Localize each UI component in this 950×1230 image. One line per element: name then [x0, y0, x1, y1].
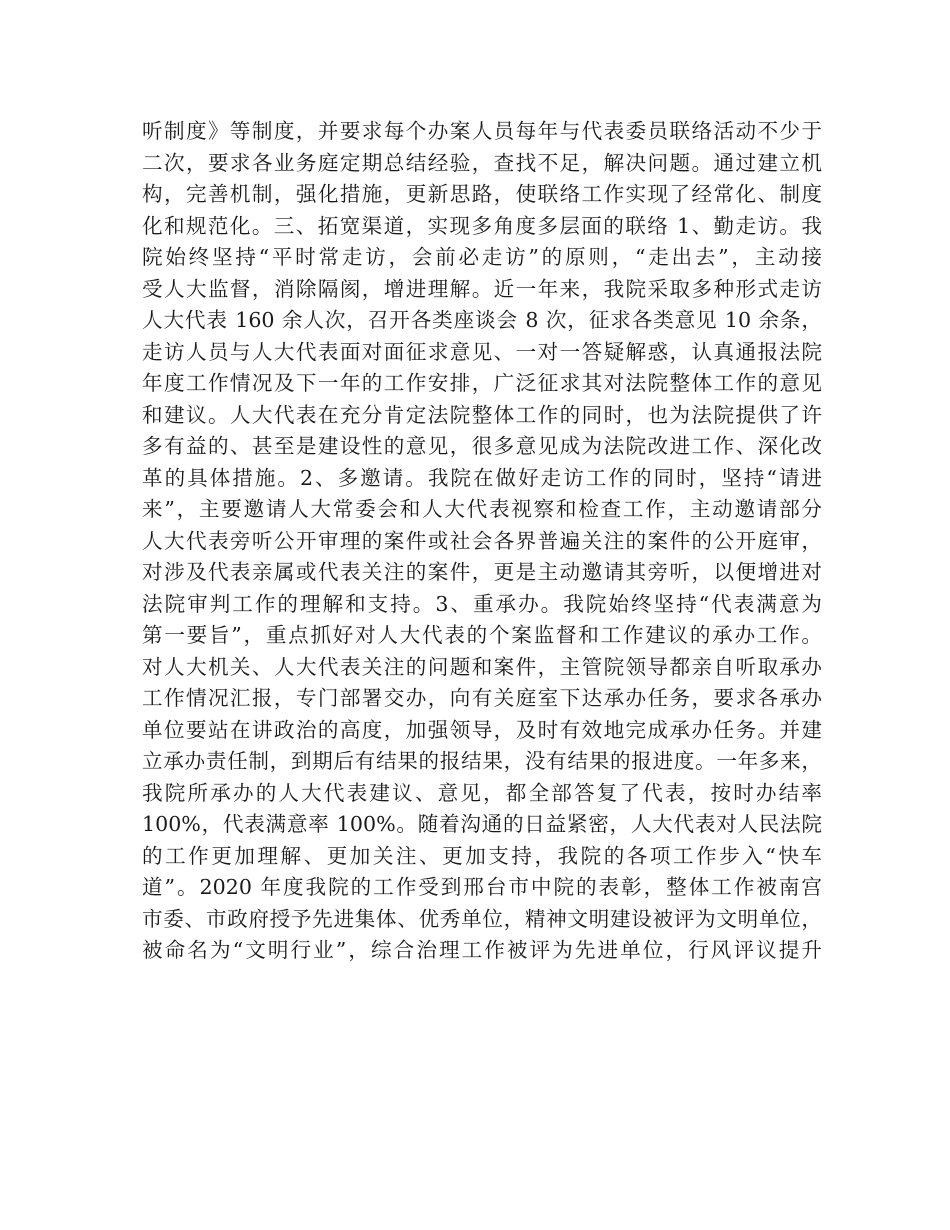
text-line: 受人大监督，消除隔阂，增进理解。近一年来，我院采取多种形式走访 — [142, 276, 822, 301]
text-line: 多有益的、甚至是建设性的意见，很多意见成为法院改进工作、深化改 — [142, 434, 822, 458]
text-line: 被命名为“文明行业”，综合治理工作被评为先进单位，行风评议提升 — [142, 938, 822, 962]
text-line: 我院所承办的人大代表建议、意见，都全部答复了代表，按时办结率 — [142, 780, 822, 805]
text-line: 法院审判工作的理解和支持。3、重承办。我院始终坚持“代表满意为 — [142, 591, 822, 616]
text-line: 年度工作情况及下一年的工作安排，广泛征求其对法院整体工作的意见 — [142, 371, 822, 395]
text-line: 人大代表旁听公开审理的案件或社会各界普遍关注的案件的公开庭审， — [142, 528, 822, 553]
text-line: 来”，主要邀请人大常委会和人大代表视察和检查工作，主动邀请部分 — [142, 497, 822, 521]
text-line: 的工作更加理解、更加关注、更加支持，我院的各项工作步入“快车 — [142, 843, 822, 868]
text-line: 构，完善机制，强化措施，更新思路，使联络工作实现了经常化、制度 — [142, 182, 822, 206]
text-line: 对涉及代表亲属或代表关注的案件，更是主动邀请其旁听，以便增进对 — [142, 560, 822, 584]
text-line: 和建议。人大代表在充分肯定法院整体工作的同时，也为法院提供了许 — [142, 402, 822, 427]
text-line: 单位要站在讲政治的高度，加强领导，及时有效地完成承办任务。并建 — [142, 717, 822, 742]
text-line: 人大代表 160 余人次，召开各类座谈会 8 次，征求各类意见 10 余条， — [142, 308, 822, 332]
text-line: 院始终坚持“平时常走访，会前必走访”的原则，“走出去”，主动接 — [142, 245, 822, 269]
text-line: 化和规范化。三、拓宽渠道，实现多角度多层面的联络 1、勤走访。我 — [142, 213, 822, 238]
text-line: 听制度》等制度，并要求每个办案人员每年与代表委员联络活动不少于 — [142, 119, 822, 143]
body-text — [142, 116, 822, 967]
text-line: 对人大机关、人大代表关注的问题和案件，主管院领导都亲自听取承办 — [142, 654, 822, 679]
text-line: 二次，要求各业务庭定期总结经验，查找不足，解决问题。通过建立机 — [142, 150, 822, 175]
text-line: 走访人员与人大代表面对面征求意见、一对一答疑解惑，认真通报法院 — [142, 339, 822, 364]
text-line: 道”。2020 年度我院的工作受到邢台市中院的表彰，整体工作被南宫 — [142, 875, 822, 899]
text-line: 100%，代表满意率 100%。随着沟通的日益紧密，人大代表对人民法院 — [142, 812, 822, 836]
text-line: 革的具体措施。2、多邀请。我院在做好走访工作的同时，坚持“请进 — [142, 465, 822, 490]
text-line: 立承办责任制，到期后有结果的报结果，没有结果的报进度。一年多来， — [142, 749, 822, 773]
text-line: 市委、市政府授予先进集体、优秀单位，精神文明建设被评为文明单位， — [142, 906, 822, 931]
text-line: 工作情况汇报，专门部署交办，向有关庭室下达承办任务，要求各承办 — [142, 686, 822, 710]
text-line: 第一要旨”，重点抓好对人大代表的个案监督和工作建议的承办工作。 — [142, 623, 822, 647]
